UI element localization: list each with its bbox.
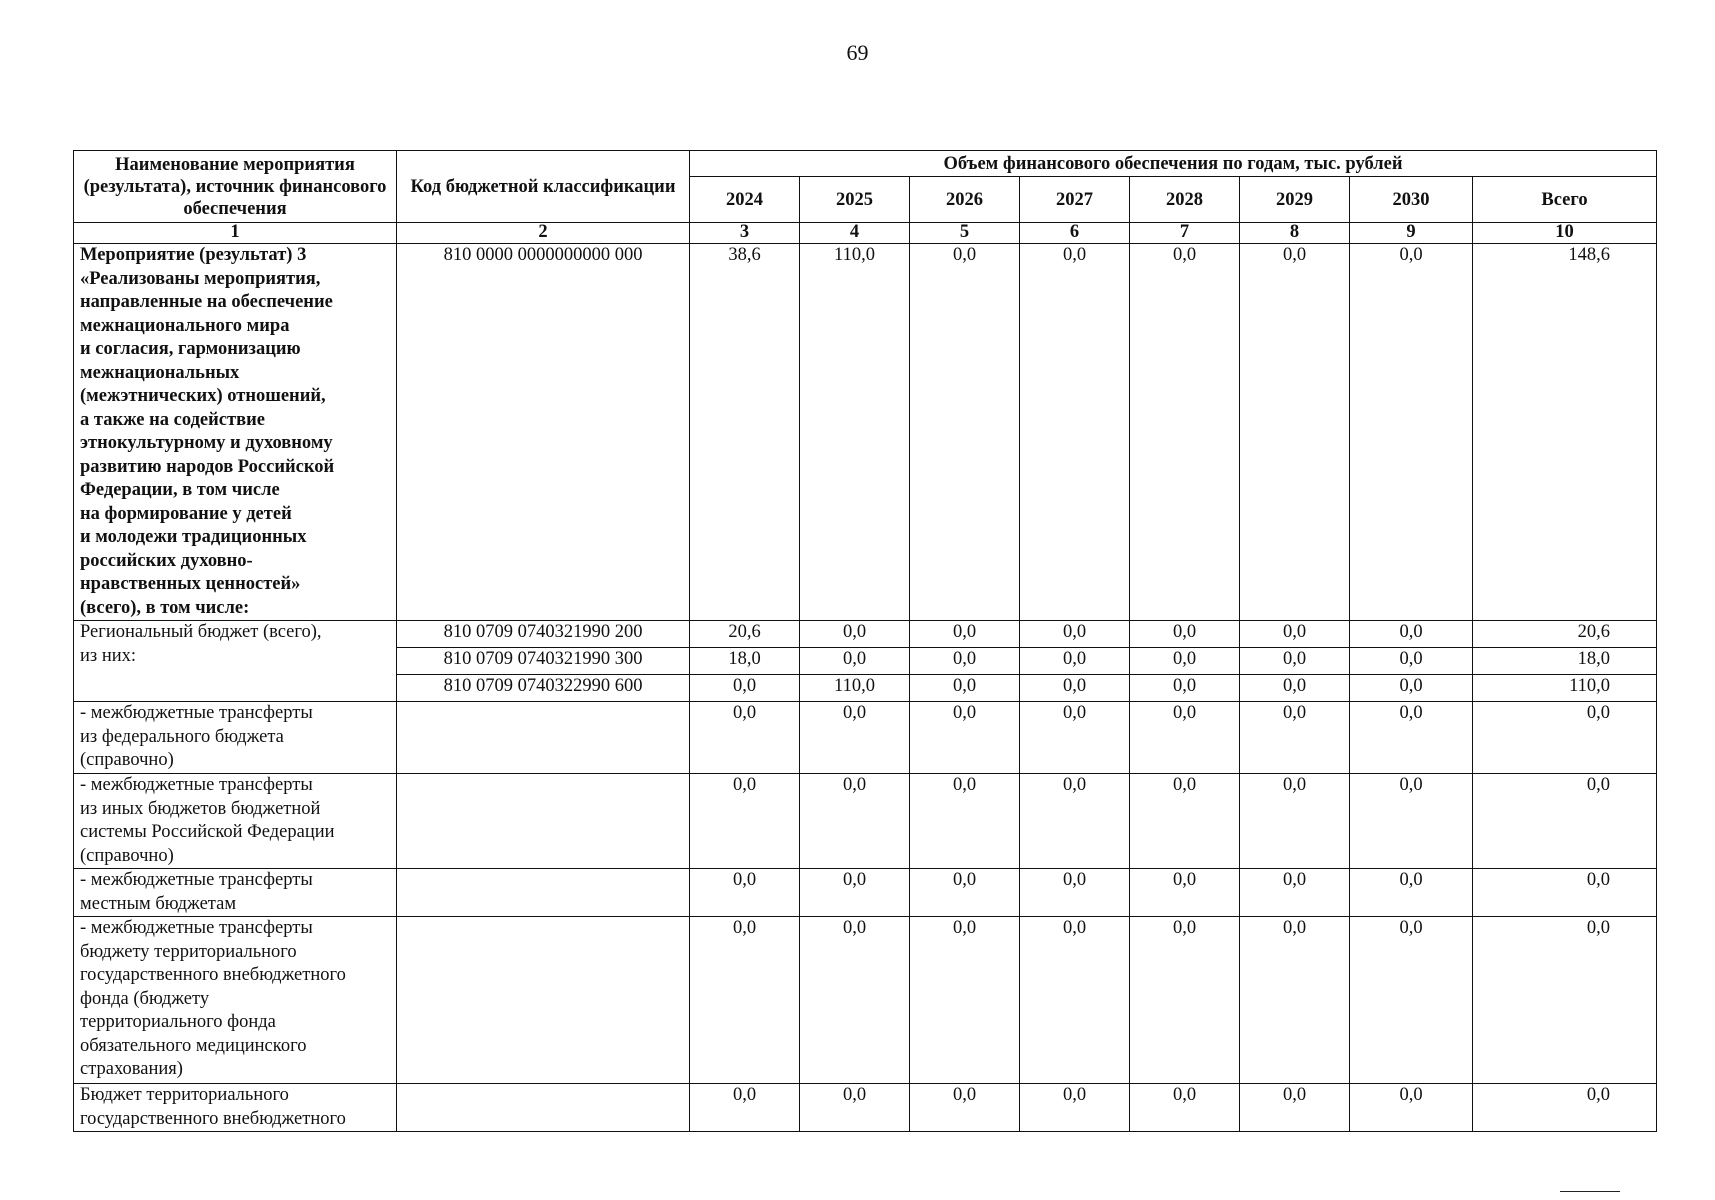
- value-cell: 0,0: [910, 621, 1020, 648]
- header-year: 2028: [1130, 177, 1240, 223]
- value-cell: 0,0: [1240, 1084, 1350, 1132]
- header-year: 2030: [1350, 177, 1473, 223]
- row-name: - межбюджетные трансферты из федерального бюджета (справочно): [74, 702, 397, 774]
- value-cell: 0,0: [1130, 869, 1240, 917]
- value-cell: 0,0: [800, 621, 910, 648]
- value-cell: 0,0: [1240, 648, 1350, 675]
- value-cell: 0,0: [1020, 917, 1130, 1084]
- value-cell: 18,0: [690, 648, 800, 675]
- value-cell: 0,0: [800, 1084, 910, 1132]
- value-cell: 0,0: [800, 917, 910, 1084]
- column-number: 3: [690, 223, 800, 244]
- financing-table: [73, 150, 1657, 1132]
- column-number: 1: [74, 223, 397, 244]
- budget-code: [397, 869, 690, 917]
- value-cell: 0,0: [690, 917, 800, 1084]
- value-cell: 0,0: [800, 774, 910, 869]
- value-cell: 0,0: [910, 917, 1020, 1084]
- value-cell: 0,0: [1350, 869, 1473, 917]
- header-year: 2024: [690, 177, 800, 223]
- value-cell: 0,0: [1240, 869, 1350, 917]
- value-cell: 0,0: [1020, 648, 1130, 675]
- budget-code: 810 0709 0740321990 300: [397, 648, 690, 675]
- value-cell: 0,0: [1130, 648, 1240, 675]
- value-cell: 0,0: [1130, 675, 1240, 702]
- total-cell: 0,0: [1473, 774, 1657, 869]
- value-cell: 20,6: [690, 621, 800, 648]
- value-cell: 0,0: [1350, 675, 1473, 702]
- header-year: 2025: [800, 177, 910, 223]
- budget-code: [397, 1084, 690, 1132]
- header-year: 2027: [1020, 177, 1130, 223]
- value-cell: 0,0: [1240, 702, 1350, 774]
- value-cell: 0,0: [1240, 675, 1350, 702]
- table-row-mbt-other: [74, 774, 1657, 869]
- total-cell: 0,0: [1473, 869, 1657, 917]
- value-cell: 0,0: [1130, 244, 1240, 621]
- row-name: Мероприятие (результат) 3 «Реализованы мероприятия, направленные на обеспечение межнационального мира и согласия, гармонизацию межнациональных (межэтнических) отношений, а также на содействие этнокультурному и духовному развитию народов Российской Федерации, в том числе на формирование у детей и молодежи традиционных российских духовно- нравственных ценностей» (всего), в том числе:: [74, 244, 397, 621]
- value-cell: 0,0: [1130, 774, 1240, 869]
- value-cell: 0,0: [1130, 917, 1240, 1084]
- value-cell: 0,0: [910, 869, 1020, 917]
- page-number: 69: [846, 40, 869, 65]
- total-cell: 0,0: [1473, 702, 1657, 774]
- value-cell: 0,0: [1350, 621, 1473, 648]
- value-cell: 0,0: [910, 702, 1020, 774]
- value-cell: 38,6: [690, 244, 800, 621]
- row-name: Бюджет территориального государственного внебюджетного: [74, 1084, 397, 1132]
- header-total: Всего: [1473, 177, 1657, 223]
- column-number: 5: [910, 223, 1020, 244]
- table-row-mbt-local: [74, 869, 1657, 917]
- header-code: Код бюджетной классификации: [397, 151, 690, 223]
- budget-code: [397, 774, 690, 869]
- value-cell: 0,0: [800, 869, 910, 917]
- column-number: 6: [1020, 223, 1130, 244]
- column-number: 2: [397, 223, 690, 244]
- row-name: - межбюджетные трансферты местным бюджетам: [74, 869, 397, 917]
- column-number: 9: [1350, 223, 1473, 244]
- column-number: 7: [1130, 223, 1240, 244]
- column-number: 8: [1240, 223, 1350, 244]
- value-cell: 0,0: [1350, 774, 1473, 869]
- column-numbers-row: [74, 223, 1657, 244]
- total-cell: 148,6: [1473, 244, 1657, 621]
- value-cell: 0,0: [910, 648, 1020, 675]
- value-cell: 0,0: [1130, 621, 1240, 648]
- budget-code: 810 0000 0000000000 000: [397, 244, 690, 621]
- header-volume: Объем финансового обеспечения по годам, тыс. рублей: [690, 151, 1657, 177]
- value-cell: 0,0: [1350, 702, 1473, 774]
- value-cell: 0,0: [1020, 621, 1130, 648]
- value-cell: 0,0: [1350, 917, 1473, 1084]
- value-cell: 0,0: [1020, 244, 1130, 621]
- value-cell: 110,0: [800, 675, 910, 702]
- value-cell: 0,0: [1240, 917, 1350, 1084]
- column-number: 4: [800, 223, 910, 244]
- table-row-mbt-fund: [74, 917, 1657, 1084]
- value-cell: 0,0: [1350, 1084, 1473, 1132]
- value-cell: 0,0: [1240, 244, 1350, 621]
- header-year: 2026: [910, 177, 1020, 223]
- row-name: Региональный бюджет (всего), из них:: [74, 621, 397, 702]
- value-cell: 0,0: [1350, 648, 1473, 675]
- footer-divider: [1560, 1191, 1620, 1192]
- value-cell: 0,0: [690, 774, 800, 869]
- value-cell: 0,0: [910, 244, 1020, 621]
- table-row-main-event: [74, 244, 1657, 621]
- budget-code: 810 0709 0740321990 200: [397, 621, 690, 648]
- value-cell: 0,0: [690, 675, 800, 702]
- total-cell: 0,0: [1473, 1084, 1657, 1132]
- value-cell: 0,0: [1020, 702, 1130, 774]
- value-cell: 0,0: [800, 648, 910, 675]
- header-name: Наименование мероприятия (результата), источник финансового обеспечения: [74, 151, 397, 223]
- value-cell: 0,0: [910, 1084, 1020, 1132]
- table-row-regional: [74, 621, 1657, 648]
- value-cell: 110,0: [800, 244, 910, 621]
- value-cell: 0,0: [1130, 702, 1240, 774]
- column-number: 10: [1473, 223, 1657, 244]
- total-cell: 110,0: [1473, 675, 1657, 702]
- value-cell: 0,0: [910, 774, 1020, 869]
- value-cell: 0,0: [1020, 774, 1130, 869]
- value-cell: 0,0: [1020, 869, 1130, 917]
- value-cell: 0,0: [1020, 675, 1130, 702]
- value-cell: 0,0: [690, 869, 800, 917]
- value-cell: 0,0: [910, 675, 1020, 702]
- value-cell: 0,0: [800, 702, 910, 774]
- total-cell: 20,6: [1473, 621, 1657, 648]
- row-name: - межбюджетные трансферты из иных бюджетов бюджетной системы Российской Федерации (справочно): [74, 774, 397, 869]
- value-cell: 0,0: [690, 702, 800, 774]
- value-cell: 0,0: [1130, 1084, 1240, 1132]
- budget-code: [397, 702, 690, 774]
- value-cell: 0,0: [1240, 774, 1350, 869]
- value-cell: 0,0: [690, 1084, 800, 1132]
- budget-code: [397, 917, 690, 1084]
- table-row-mbt-federal: [74, 702, 1657, 774]
- value-cell: 0,0: [1240, 621, 1350, 648]
- total-cell: 18,0: [1473, 648, 1657, 675]
- table-row-territorial-fund: [74, 1084, 1657, 1132]
- total-cell: 0,0: [1473, 917, 1657, 1084]
- row-name: - межбюджетные трансферты бюджету территориального государственного внебюджетного фонда (бюджету территориального фонда обязательного медицинского страхования): [74, 917, 397, 1084]
- value-cell: 0,0: [1020, 1084, 1130, 1132]
- value-cell: 0,0: [1350, 244, 1473, 621]
- budget-code: 810 0709 0740322990 600: [397, 675, 690, 702]
- header-year: 2029: [1240, 177, 1350, 223]
